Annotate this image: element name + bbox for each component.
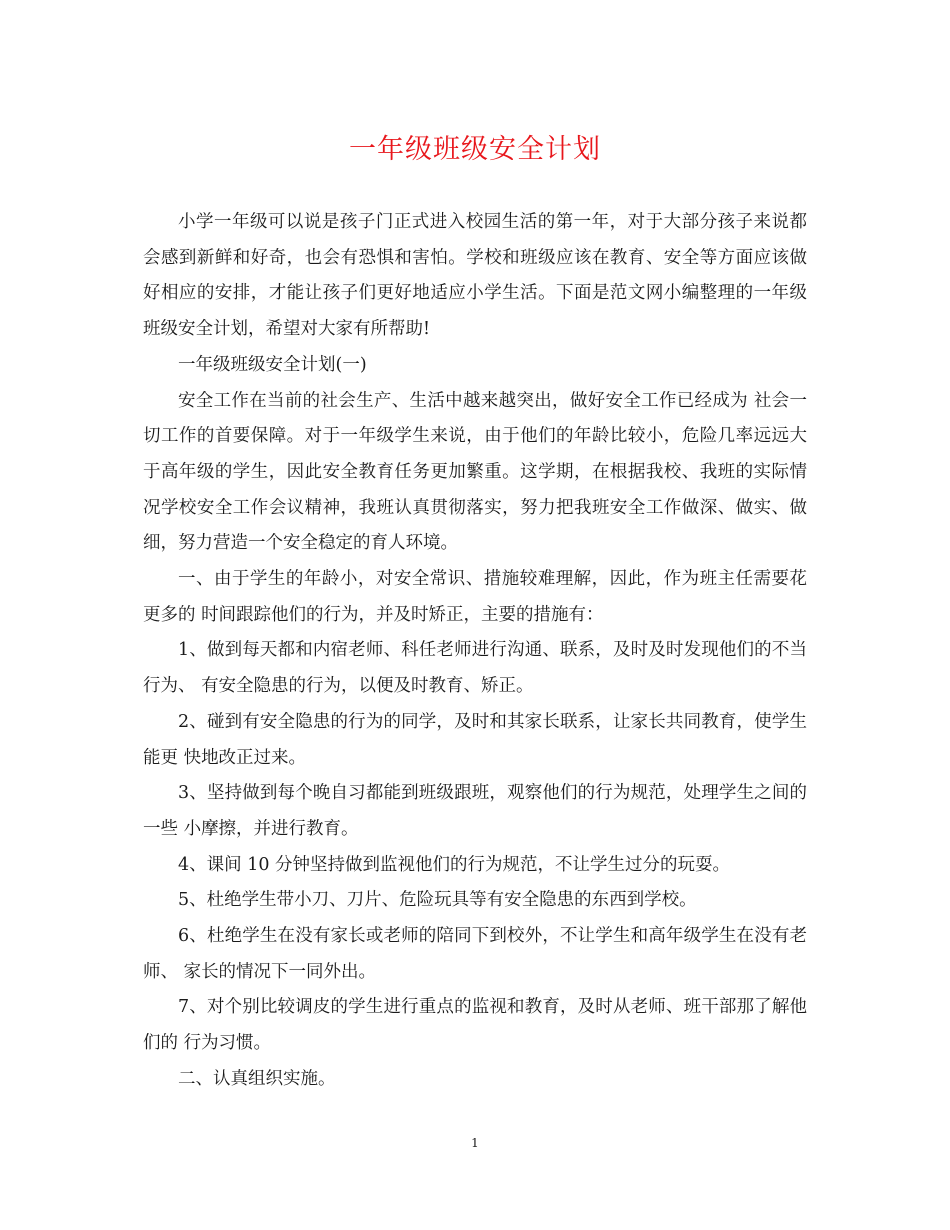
document-title: 一年级班级安全计划 [349, 134, 601, 165]
paragraph: 一、由于学生的年龄小，对安全常识、措施较难理解，因此，作为班主任需要花更多的 时间跟踪他们的行为，并及时矫正，主要的措施有： [143, 569, 807, 625]
list-item: 4、课间 10 分钟坚持做到监视他们的行为规范，不让学生过分的玩耍。 [178, 854, 731, 875]
list-item: 6、杜绝学生在没有家长或老师的陪同下到校外，不让学生和高年级学生在没有老师、 家长的情况下一同外出。 [143, 926, 807, 982]
list-item: 2、碰到有安全隐患的行为的同学，及时和其家长联系，让家长共同教育，使学生能更 快地改正过来。 [143, 711, 807, 768]
document-body [143, 205, 807, 1098]
page-number: 1 [471, 1136, 479, 1150]
list-item: 7、对个别比较调皮的学生进行重点的监视和教育，及时从老师、班干部那了解他们的 行为习惯。 [143, 997, 807, 1054]
paragraph-intro: 小学一年级可以说是孩子门正式进入校园生活的第一年，对于大部分孩子来说都会感到新鲜和好奇，也会有恐惧和害怕。学校和班级应该在教育、安全等方面应该做好相应的安排，才能让孩子们更好地适应小学生活。下面是范文网小编整理的一年级班级安全计划，希望对大家有所帮助! [143, 212, 807, 340]
paragraph: 安全工作在当前的社会生产、生活中越来越突出，做好安全工作已经成为 社会一切工作的首要保障。对于一年级学生来说，由于他们的年龄比较小，危险几率远远大于高年级的学生，因此安全教育任务更加繁重。这学期，在根据我校、我班的实际情况学校安全工作会议精神，我班认真贯彻落实，努力把我班安全工作做深、做实、做细，努力营造一个安全稳定的育人环境。 [143, 390, 807, 554]
list-item: 5、杜绝学生带小刀、刀片、危险玩具等有安全隐患的东西到学校。 [178, 890, 697, 911]
section-heading: 二、认真组织实施。 [178, 1068, 336, 1089]
section-heading: 一年级班级安全计划(一) [178, 354, 367, 375]
list-item: 1、做到每天都和内宿老师、科任老师进行沟通、联系，及时及时发现他们的不当行为、 有安全隐患的行为，以便及时教育、矫正。 [143, 640, 807, 697]
list-item: 3、坚持做到每个晚自习都能到班级跟班，观察他们的行为规范，处理学生之间的一些 小摩擦，并进行教育。 [143, 783, 807, 839]
